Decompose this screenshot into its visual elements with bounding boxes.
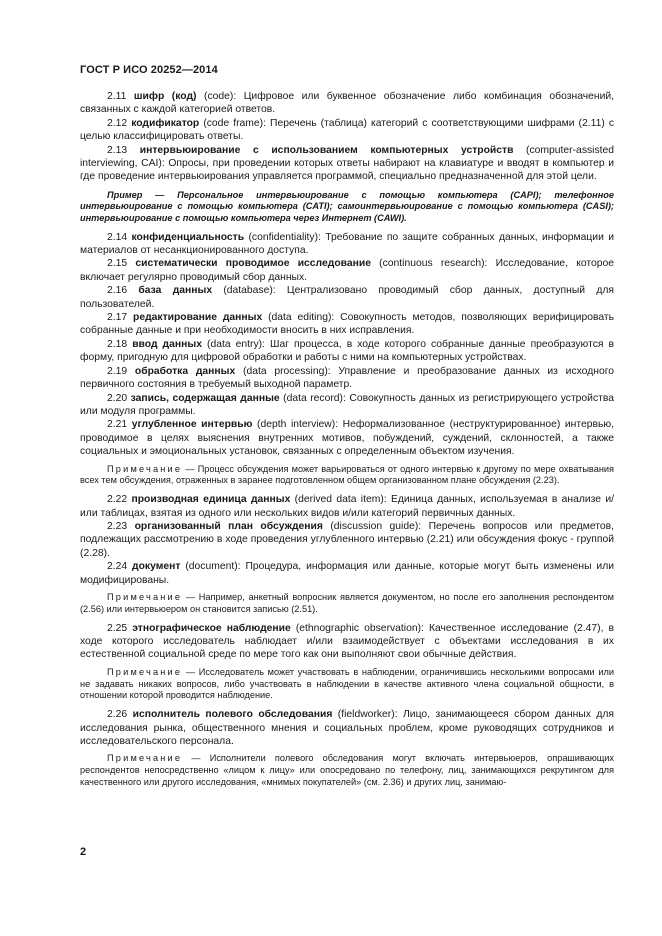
term: углубленное интервью (131, 419, 253, 431)
note-2-26: Примечание — Исполнители полевого обследования могут включать интервьюеров, опрашивающих респондентов непосредственно «лицом к лицу» или опосредовано по телефону, лиц, занимающихся рекрутингом для качественного или другого исследования, «мнимых покупателей» (см. 2.36) и других лиц, занимаю- (80, 753, 614, 787)
document-header: ГОСТ Р ИСО 20252—2014 (80, 64, 218, 76)
entry-2-13: 2.13 интервьюирование с использованием компьютерных устройств (computer-assisted interviewing, CAI): Опросы, при проведении которых ответы набирают на клавиатуре и вводят в компьютер и где проведение интервьюирования управляется программой, специально предназначенной для этой цели. (80, 144, 615, 183)
term: исполнитель полевого обследования (132, 709, 333, 721)
entry-2-18: 2.18 ввод данных (data entry): Шаг процесса, в ходе которого собранные данные преобразуются в форму, пригодную для цифровой обработки и работы с ними на компьютерных устройствах. (80, 338, 615, 364)
entry-2-20: 2.20 запись, содержащая данные (data record): Совокупность данных из регистрирующего устройства или модуля программы. (80, 392, 615, 417)
term: документ (132, 561, 181, 573)
note-label: Примечание (107, 753, 183, 764)
entry-2-19: 2.19 обработка данных (data processing): Управление и преобразование данных из исходного первичного состояния в требуемый выходной параметр. (80, 365, 614, 391)
entry-2-26: 2.26 исполнитель полевого обследования (fieldworker): Лицо, занимающееся сбором данных для исследования рынка, общественного мнения и социальных проблем, кроме руководящих сотрудников и исследовательского персонала. (80, 709, 615, 747)
note-2-21: Примечание — Процесс обсуждения может варьироваться от одного интервью к другому по мере охватывания всех тем обсуждения, отраженных в заранее подготовленном общем организованном плане обсуждения (2.23). (80, 463, 614, 486)
term: обработка данных (134, 365, 236, 377)
entry-2-14: 2.14 конфиденциальность (confidentiality): Требование по защите собранных данных, информации и материалов от несанкционированного доступа. (80, 231, 614, 257)
document-body (80, 90, 614, 795)
note-label: Примечание (107, 666, 183, 677)
note-2-25: Примечание — Исследователь может участвовать в наблюдении, ограничившись несколькими вопросами или не задавать никаких вопросов, либо участвовать в наблюдении в качестве активного члена социальной общности, в отношении которой проводится наблюдение. (80, 666, 614, 701)
entry-2-15: 2.15 систематически проводимое исследование (continuous research): Исследование, которое включает регулярно проводимый сбор данных. (80, 258, 614, 283)
entry-2-17: 2.17 редактирование данных (data editing): Совокупность методов, позволяющих верифицировать собранные данные и при необходимости вносить в них исправления. (80, 312, 614, 337)
term: организованный план обсуждения (134, 520, 323, 532)
term: этнографическое наблюдение (132, 622, 291, 634)
page-number: 2 (80, 846, 87, 858)
entry-2-11: 2.11 шифр (код) (code): Цифровое или буквенное обозначение либо комбинация обозначений, связанных с каждой категорией ответов. (80, 91, 615, 116)
term: редактирование данных (133, 312, 263, 324)
term: кодификатор (131, 117, 200, 129)
entry-2-21: 2.21 углубленное интервью (depth interview): Неформализованное (неструктурированное) интервью, проводимое в целях выяснения внутренних мотивов, побуждений, суждений, склонностей, а также социальных и эмоциональных установок, связанных с определенным объектом изучения. (80, 419, 615, 458)
entry-2-23: 2.23 организованный план обсуждения (discussion guide): Перечень вопросов или предметов, подлежащих рассмотрению в ходе проведения углубленного интервью (2.21) или обсуждения фокус - группой (2.28). (80, 520, 615, 559)
note-label: Примечание (107, 463, 183, 474)
term: интервьюирование с использованием компьютерных устройств (139, 144, 514, 156)
term: систематически проводимое исследование (135, 258, 371, 270)
entry-2-12: 2.12 кодификатор (code frame): Перечень (таблица) категорий с соответствующими шифрами (2.11) с целью классифицировать ответы. (80, 117, 615, 143)
note-label: Примечание (107, 591, 183, 602)
term: ввод данных (132, 338, 202, 350)
term: база данных (138, 285, 213, 297)
example-paragraph: Пример — Персональное интервьюирование с помощью компьютера (CAPI); телефонное интервьюирование с помощью компьютера (CATI); самоинтервьюирование с помощью компьютера (CASI); интервьюирование с помощью компьютера через Интернет (CAWI). (80, 189, 614, 224)
term: конфиденциальность (131, 231, 245, 243)
term: шифр (код) (133, 91, 197, 102)
entry-2-16: 2.16 база данных (database): Централизовано проводимый сбор данных, доступный для пользователей. (80, 285, 614, 310)
entry-2-24: 2.24 документ (document): Процедура, информация или данные, которые могут быть изменены или модифицированы. (80, 561, 615, 586)
term: производная единица данных (131, 494, 291, 506)
entry-2-22: 2.22 производная единица данных (derived data item): Единица данных, используемая в анализе и/или таблицах, взятая из одного или нескольких видов и/или категорий первичных данных. (80, 494, 614, 519)
term: запись, содержащая данные (130, 392, 280, 404)
note-2-24: Примечание — Например, анкетный вопросник является документом, но после его заполнения респондентом (2.56) или интервьюером он становится записью (2.51). (80, 591, 614, 614)
entry-2-25: 2.25 этнографическое наблюдение (ethnographic observation): Качественное исследование (2.47), в ходе которого исследователь наблюдает и/или взаимодействует с объектами исследования в их естественной социальной среде по мере того как они выполняют свои обычные действия. (80, 622, 614, 661)
